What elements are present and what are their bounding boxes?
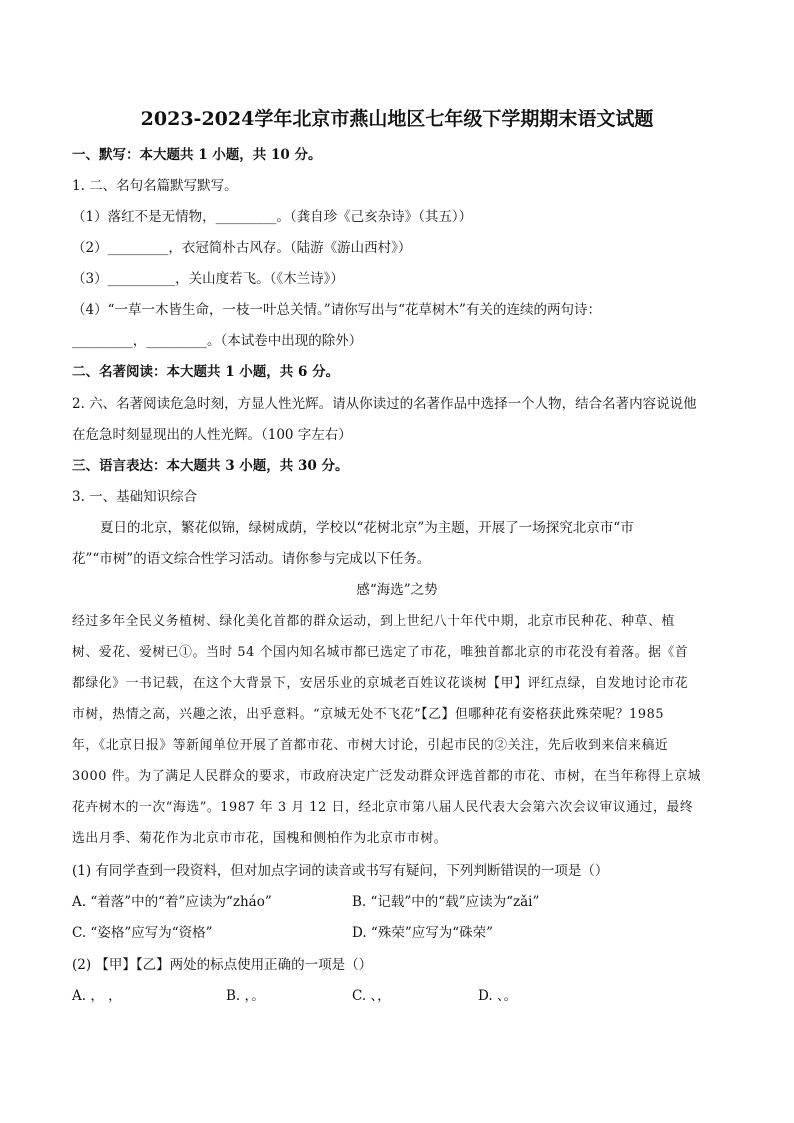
question-2-line-1: 2. 六、名著阅读危急时刻，方显人性光辉。请从你读过的名著作品中选择一个人物，结合名著内容说说他 [72,396,697,412]
question-1-stem: 1. 二、名句名篇默写默写。 [72,178,238,194]
question-2-line-2: 在危急时刻显现出的人性光辉。（100 字左右） [72,427,352,443]
passage-title: 感“海选”之势 [356,582,438,598]
question-1-item-4-answer: _________，_________。（本试卷中出现的除外） [72,333,363,349]
passage-line: 经过多年全民义务植树、绿化美化首都的群众运动，到上世纪八十年代中期，北京市民种花、种草、植 [72,614,675,629]
section-3-header: 三、语言表达：本大题共 3 小题，共 30 分。 [72,458,349,474]
subquestion-2-option-d: D. 、。 [478,988,518,1004]
passage-line: 市树，热情之高，兴趣之浓，出乎意料。“京城无处不飞花”【乙】但哪种花有姿格获此殊荣呢？1985 [72,707,665,722]
intro-line-2: 花”“市树”的语文综合性学习活动。请你参与完成以下任务。 [72,551,431,567]
passage-line: 年，《北京日报》等新闻单位开展了首都市花、市树大讨论，引起市民的②关注，先后收到来信来稿近 [72,738,669,753]
subquestion-2-option-b: B. ，。 [226,988,265,1004]
passage-line: 花卉树木的一次“海选”。1987 年 3 月 12 日，经北京市第八届人民代表大会第六次会议审议通过，最终 [72,800,694,815]
subquestion-2-option-a: A. ， ， [72,988,122,1004]
subquestion-1-stem: (1) 有同学查到一段资料，但对加点字词的读音或书写有疑问，下列判断错误的一项是（） [72,863,609,879]
question-1-item-3: （3）__________，关山度若飞。（《木兰诗》） [72,271,344,287]
passage-line: 树、爱花、爱树已①。当时 54 个国内知名城市都已选定了市花，唯独首都北京的市花没有着落。据《首 [72,645,689,660]
subquestion-2-option-c: C. 、， [352,988,391,1004]
question-1-item-1: （1）落红不是无情物，_________。（龚自珍《己亥杂诗》（其五）） [72,209,473,225]
section-2-header: 二、名著阅读：本大题共 1 小题，共 6 分。 [72,364,340,380]
intro-line-1: 夏日的北京，繁花似锦，绿树成荫，学校以“花树北京”为主题，开展了一场探究北京市“市 [100,520,634,536]
passage-line: 都绿化》一书记载，在这个大背景下，安居乐业的京城老百姓议花谈树【甲】评红点绿，自发地讨论市花 [72,676,689,691]
page-title: 2023-2024学年北京市燕山地区七年级下学期期末语文试题 [140,108,654,130]
question-1-item-2: （2）_________，衣冠简朴古风存。（陆游《游山西村》） [72,240,412,256]
subquestion-1-option-a: A. “着落”中的“着”应读为“zháo” [72,894,272,910]
passage-line: 选出月季、菊花作为北京市市花，国槐和侧柏作为北京市市树。 [72,831,448,846]
subquestion-1-option-b: B. “记载”中的“载”应读为“zǎi” [352,894,540,910]
subquestion-2-stem: (2) 【甲】【乙】两处的标点使用正确的一项是（） [72,957,373,973]
subquestion-1-option-c: C. “姿格”应写为“资格” [72,925,213,941]
question-3-stem: 3. 一、基础知识综合 [72,489,198,505]
subquestion-1-option-d: D. “殊荣”应写为“硃荣” [352,925,494,941]
section-1-header: 一、默写：本大题共 1 小题，共 10 分。 [72,147,322,163]
question-1-item-4: （4）“一草一木皆生命，一枝一叶总关情。”请你写出与“花草树木”有关的连续的两句诗： [72,302,601,318]
passage-line: 3000 件。为了满足人民群众的要求，市政府决定广泛发动群众评选首都的市花、市树，在当年称得上京城 [72,769,702,784]
